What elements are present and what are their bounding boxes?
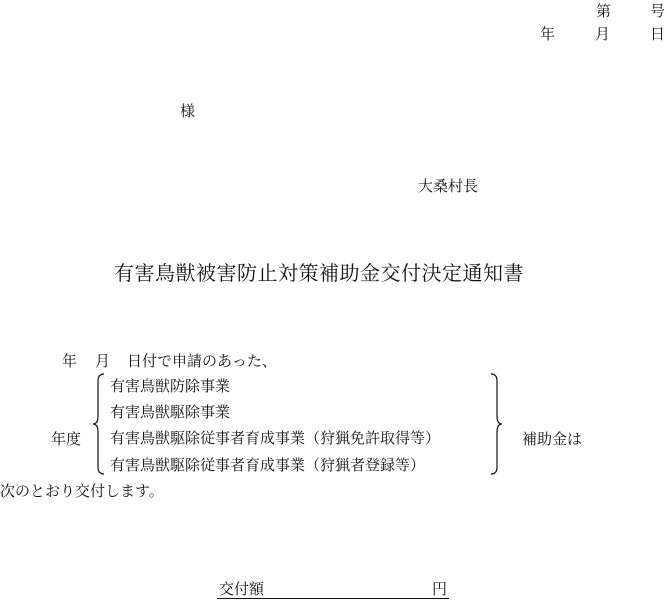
project-option-extermination: 有害鳥獣駆除事業 [110,403,231,421]
document-number-suffix: 号 [650,2,666,20]
date-month-label: 月 [595,25,611,43]
grant-amount-unit: 円 [432,580,448,598]
application-intro-text: 日付で申請のあった、 [127,352,277,370]
subsidy-label: 補助金は [522,430,583,448]
date-year-label: 年 [540,25,556,43]
addressee-honorific: 様 [180,102,196,120]
sender-name: 大桑村長 [418,177,479,195]
project-option-training-registration: 有害鳥獣駆除従事者育成事業（狩猟者登録等） [110,456,426,474]
application-date-month-label: 月 [95,352,111,370]
grant-amount-label: 交付額 [219,580,265,598]
right-brace [488,373,504,475]
grant-amount-underline [217,598,449,599]
application-date-year-label: 年 [62,352,78,370]
project-option-training-license: 有害鳥獣駆除従事者育成事業（狩猟免許取得等） [110,429,441,447]
left-brace [92,373,108,475]
document-number-label: 第 [596,2,612,20]
date-day-label: 日 [650,25,666,43]
fiscal-year-label: 年度 [51,430,82,448]
document-title: 有害鳥獣被害防止対策補助金交付決定通知書 [114,261,524,285]
closing-text: 次のとおり交付します。 [0,482,164,500]
project-option-prevention: 有害鳥獣防除事業 [110,377,231,395]
